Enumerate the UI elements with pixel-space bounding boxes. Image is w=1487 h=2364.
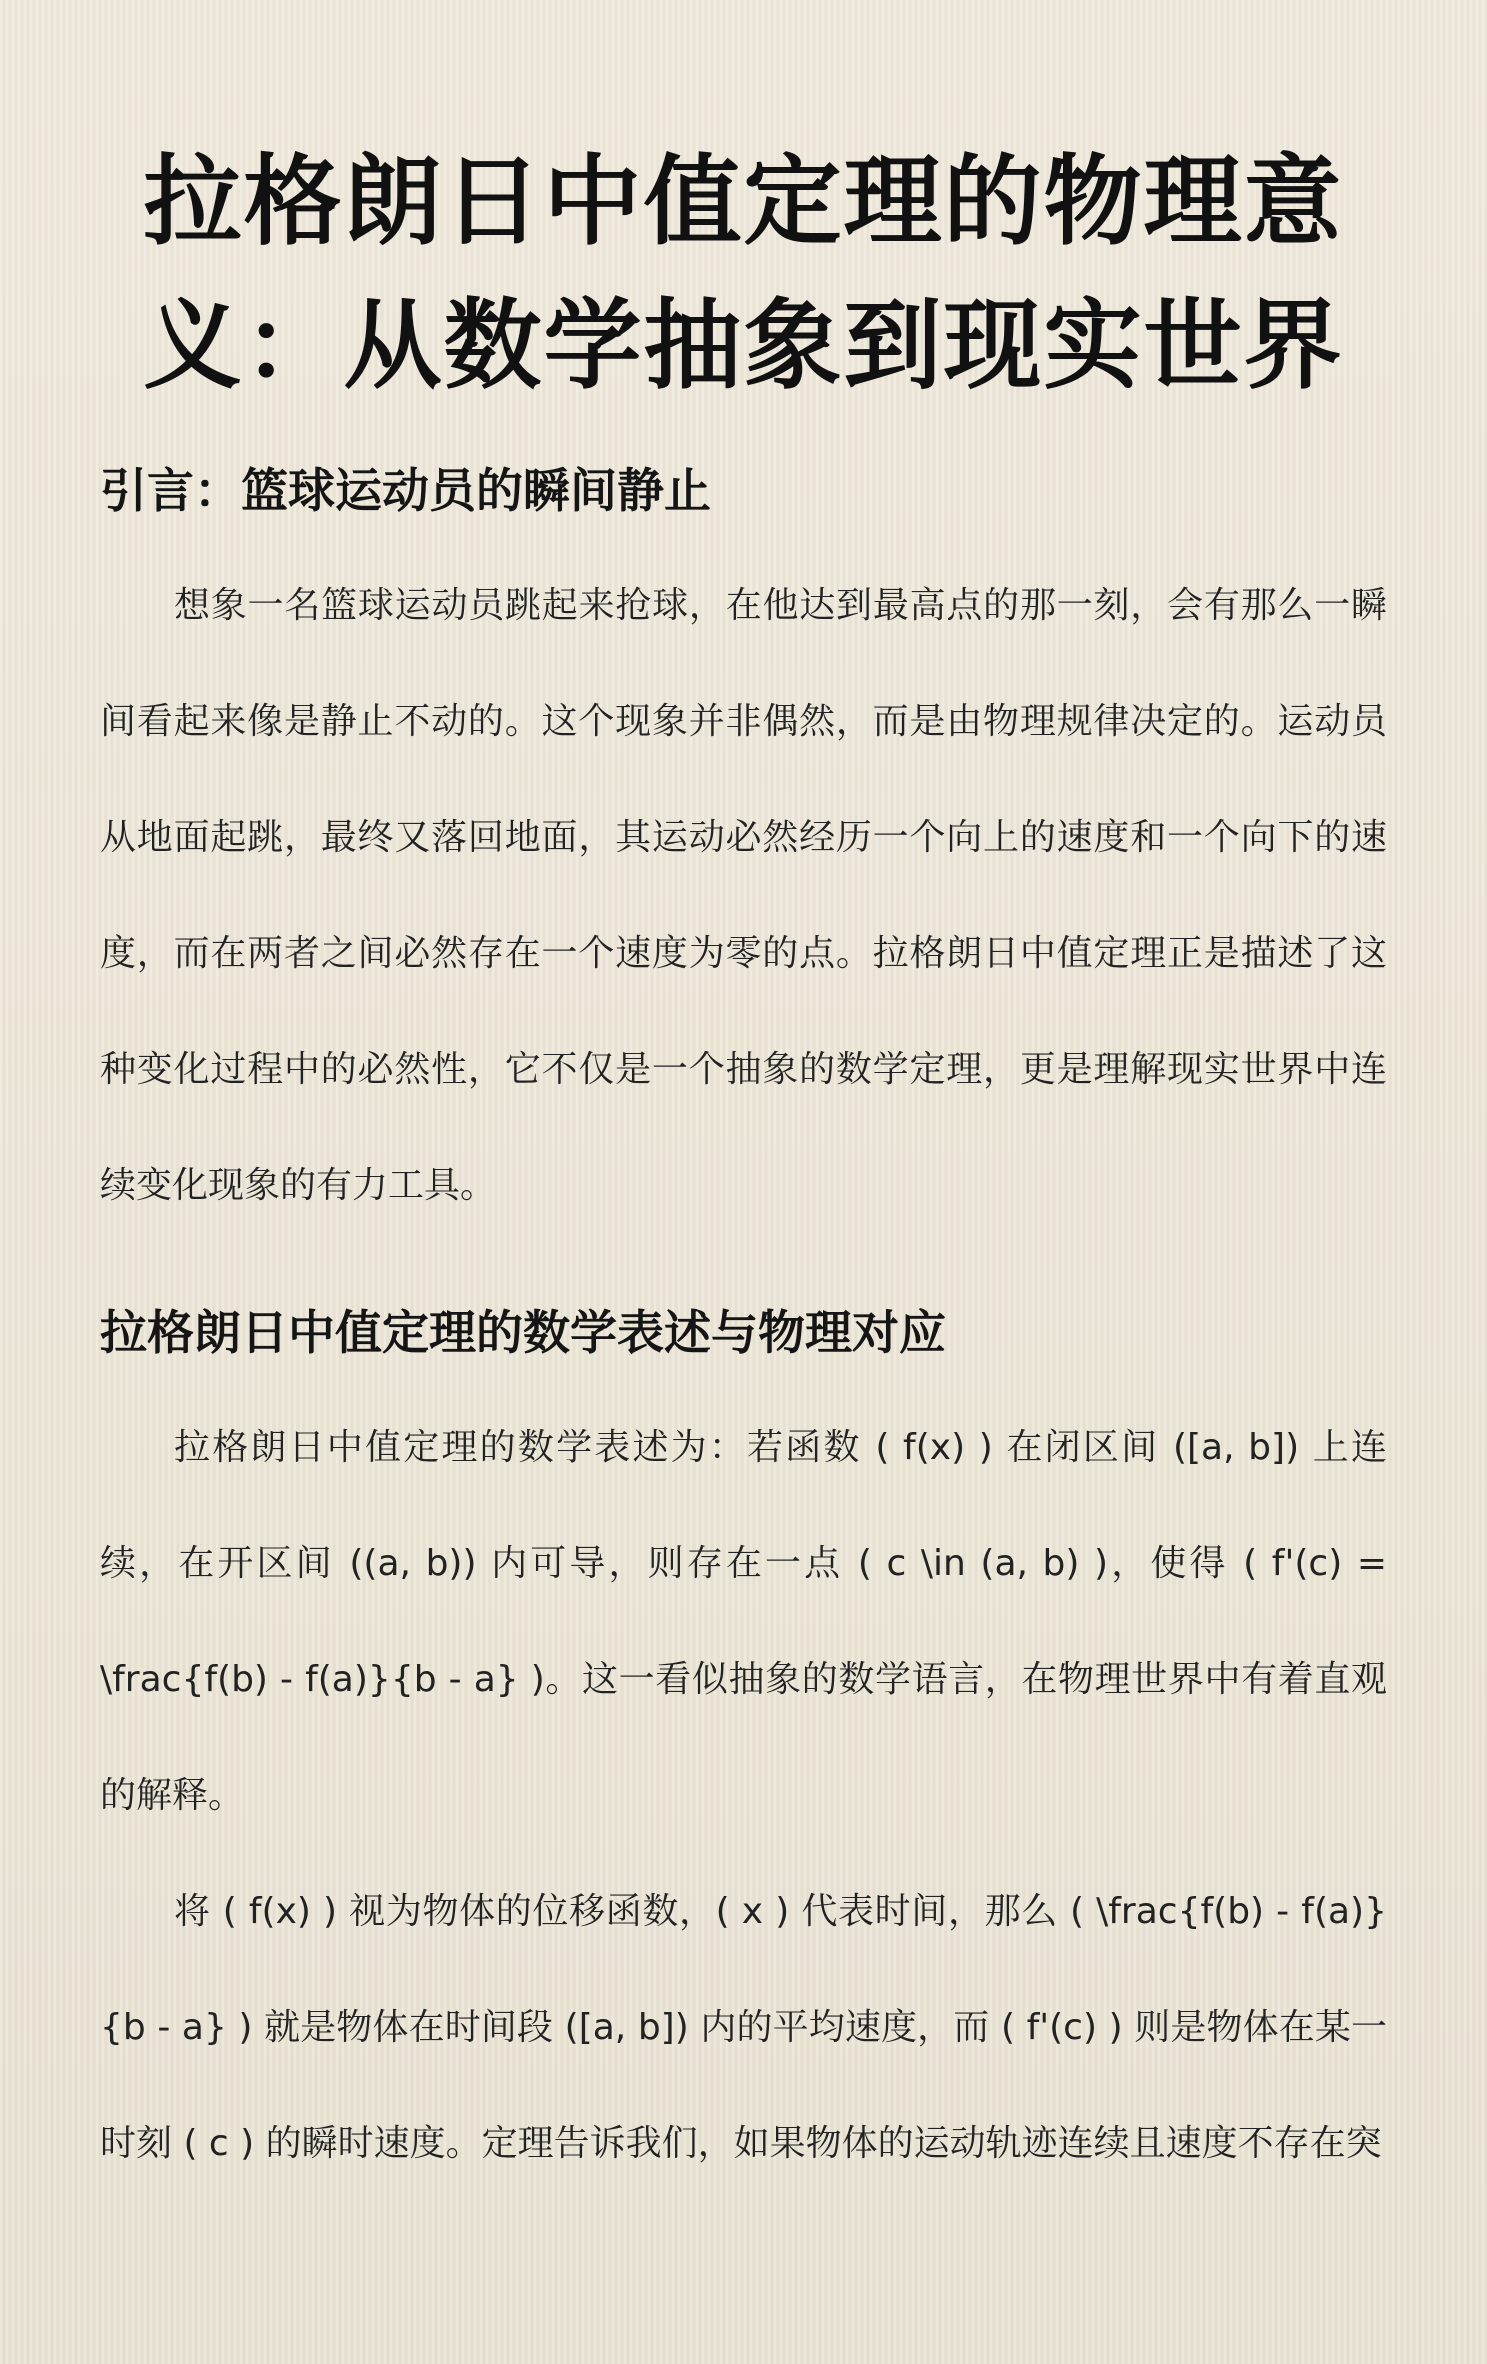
paragraph-math-statement: 拉格朗日中值定理的数学表述为：若函数 ( f(x) ) 在闭区间 ([a, b]) 上连续，在开区间 ((a, b)) 内可导，则存在一点 ( c \in (a, b) )，使得 ( f'(c) = \frac{f(b) - f(a)}{b - a} )。这一看似抽象的数学语言，在物理世界中有着直观的解释。 — [100, 1427, 1387, 1816]
section-heading-intro: 引言：篮球运动员的瞬间静止 — [100, 464, 711, 519]
section-heading-math: 拉格朗日中值定理的数学表述与物理对应 — [100, 1306, 946, 1361]
article-title: 拉格朗日中值定理的物理意义：从数学抽象到现实世界 — [143, 145, 1344, 403]
paragraph-physical-meaning: 将 ( f(x) ) 视为物体的位移函数，( x ) 代表时间，那么 ( \frac{f(b) - f(a)}{b - a} ) 就是物体在时间段 ([a, b]) 内的平均速度，而 ( f'(c) ) 则是物体在某一时刻 ( c ) 的瞬时速度。定理告诉我们，如果物体的运动轨迹连续且速度不存在突 — [100, 1891, 1387, 2164]
paragraph-intro: 想象一名篮球运动员跳起来抢球，在他达到最高点的那一刻，会有那么一瞬间看起来像是静止不动的。这个现象并非偶然，而是由物理规律决定的。运动员从地面起跳，最终又落回地面，其运动必然经历一个向上的速度和一个向下的速度，而在两者之间必然存在一个速度为零的点。拉格朗日中值定理正是描述了这种变化过程中的必然性，它不仅是一个抽象的数学定理，更是理解现实世界中连续变化现象的有力工具。 — [100, 585, 1387, 1206]
